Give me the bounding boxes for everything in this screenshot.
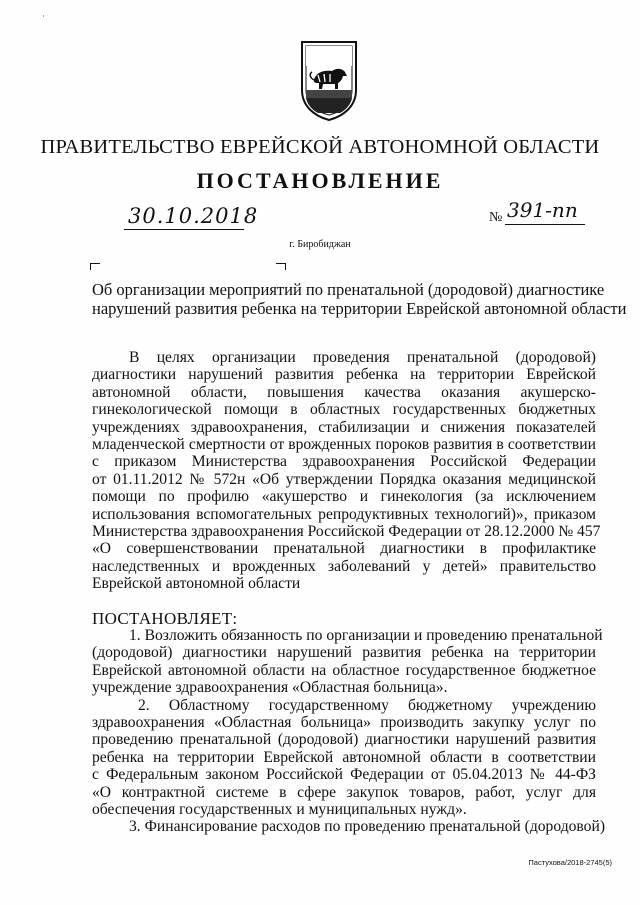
number-label: № — [489, 210, 503, 225]
scan-mark: ˙ — [42, 14, 45, 24]
executor-code: Пастухова/2018-2745(5) — [528, 858, 612, 867]
item-line: 1. Возложить обязанность по организации и проведению пренатальной — [129, 627, 603, 644]
preamble-paragraph — [92, 349, 601, 593]
item-line: учреждение здравоохранения «Областная больница». — [92, 679, 448, 697]
item-line: ребенка на территории Еврейской автономной области в соответствии — [92, 748, 596, 766]
item-line: 2. Областному государственному бюджетному учреждению — [138, 696, 596, 714]
city-label: г. Биробиджан — [289, 239, 351, 250]
number-underline — [505, 224, 585, 225]
item-line: здравоохранения «Областная больница» производить закупку услуг по — [92, 714, 596, 732]
subject-line: Об организации мероприятий по пренатальной (дородовой) диагностике — [92, 280, 605, 299]
item-line: «О контрактной системе в сфере закупок товаров, работ, услуг для — [92, 783, 596, 801]
preamble-line: использования вспомогательных репродуктивных технологий)», приказом — [92, 505, 596, 523]
item-line: (дородовой) диагностики нарушений развития ребенка на территории — [92, 644, 596, 662]
decree-item-2 — [92, 697, 596, 819]
item-line: 3. Финансирование расходов по проведению пренатальной (дородовой) — [129, 818, 606, 836]
subject-line: нарушений развития ребенка на территории Еврейской автономной области — [92, 299, 627, 318]
subject-bracket-right — [276, 263, 286, 270]
preamble-line: диагностики нарушений развития ребенка на территории Еврейской — [92, 366, 596, 384]
preamble-line: наследственных и врожденных заболеваний у детей» правительство — [92, 557, 596, 575]
document-subject — [92, 280, 627, 318]
ruling-heading: ПОСТАНОВЛЯЕТ: — [92, 609, 238, 628]
government-title: ПРАВИТЕЛЬСТВО ЕВРЕЙСКОЙ АВТОНОМНОЙ ОБЛАСТИ — [40, 136, 600, 158]
item-line: Еврейской автономной области на областное государственное бюджетное — [92, 661, 596, 679]
item-line: обеспечения государственных и муниципальных нужд». — [92, 801, 467, 819]
decree-items — [92, 627, 606, 836]
preamble-line: младенческой смертности от врожденных пороков развития в соответствии — [92, 436, 596, 454]
date-underline — [124, 229, 244, 230]
preamble-line: Министерства здравоохранения Российской Федерации от 28.12.2000 № 457 — [92, 523, 601, 541]
preamble-line: В целях организации проведения пренатальной (дородовой) — [129, 349, 596, 366]
item-line: с Федеральным законом Российской Федерации от 05.04.2013 № 44-ФЗ — [92, 766, 596, 784]
preamble-line: помощи по профилю «акушерство и гинекология (за исключением — [92, 488, 596, 506]
decree-item-1 — [92, 627, 603, 697]
item-line: проведению пренатальной (дородовой) диагностики нарушений развития — [92, 731, 596, 749]
handwritten-date: 30.10.2018 — [128, 204, 259, 228]
decree-item-3 — [92, 818, 606, 836]
coat-of-arms-icon — [298, 38, 360, 122]
subject-bracket-left — [90, 263, 100, 270]
document-type-title: ПОСТАНОВЛЕНИЕ — [196, 168, 444, 193]
preamble-line: учреждениях здравоохранения, стабилизации и снижения показателей — [92, 418, 596, 436]
preamble-line: Еврейской автономной области — [92, 575, 301, 593]
preamble-line: «О совершенствовании пренатальной диагностики в профилактике — [92, 540, 596, 558]
preamble-line: гинекологической помощи в областных государственных бюджетных — [92, 401, 596, 419]
handwritten-number: 391-пп — [507, 198, 578, 222]
preamble-line: автономной области, повышения качества оказания акушерско- — [92, 383, 596, 401]
preamble-line: с приказом Министерства здравоохранения Российской Федерации — [92, 453, 596, 471]
preamble-line: от 01.11.2012 № 572н «Об утверждении Порядка оказания медицинской — [92, 470, 596, 488]
